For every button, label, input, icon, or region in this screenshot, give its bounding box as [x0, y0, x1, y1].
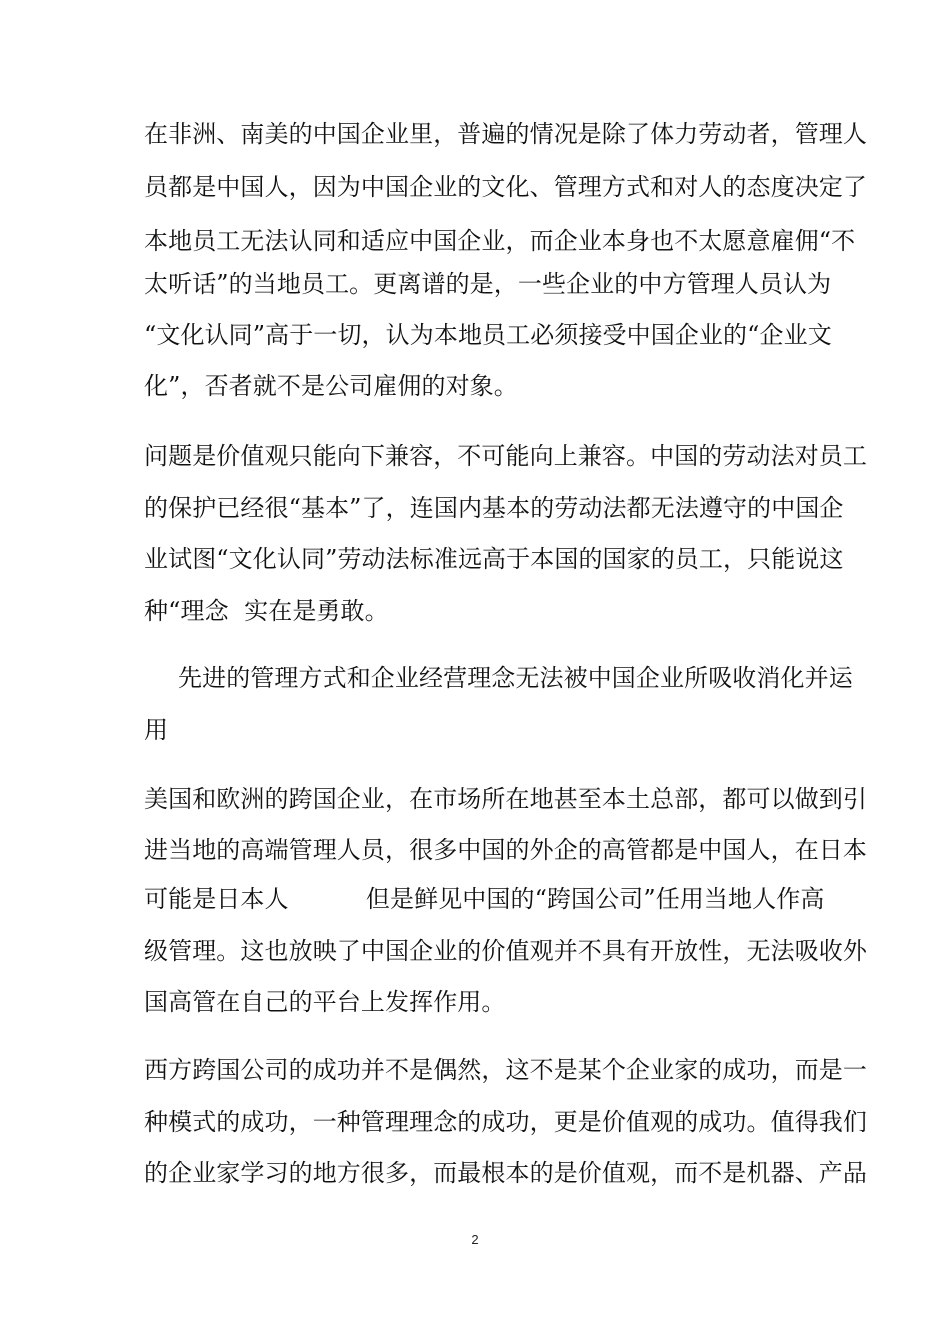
paragraph-4-line-2: 种模式的成功，一种管理理念的成功，更是价值观的成功。值得我们	[144, 1108, 867, 1136]
paragraph-3-line-2: 进当地的高端管理人员，很多中国的外企的高管都是中国人，在日本	[144, 836, 867, 864]
paragraph-1-line-3: 本地员工无法认同和适应中国企业，而企业本身也不太愿意雇佣“不	[144, 227, 856, 255]
paragraph-2-line-3: 业试图“文化认同”劳动法标准远高于本国的国家的员工，只能说这	[144, 545, 844, 573]
paragraph-1-line-6: 化”，否者就不是公司雇佣的对象。	[144, 372, 518, 400]
paragraph-1-line-1: 在非洲、南美的中国企业里，普遍的情况是除了体力劳动者，管理人	[144, 120, 867, 148]
paragraph-3-line-3: 可能是日本人 但是鲜见中国的“跨国公司”任用当地人作高	[144, 885, 825, 913]
heading-line-1: 先进的管理方式和企业经营理念无法被中国企业所吸收消化并运	[178, 664, 853, 692]
paragraph-2-line-1: 问题是价值观只能向下兼容，不可能向上兼容。中国的劳动法对员工	[144, 442, 867, 470]
paragraph-1-line-2: 员都是中国人，因为中国企业的文化、管理方式和对人的态度决定了	[144, 173, 867, 201]
paragraph-3-line-4: 级管理。这也放映了中国企业的价值观并不具有开放性，无法吸收外	[144, 937, 867, 965]
heading-line-2: 用	[144, 716, 169, 744]
paragraph-3-line-1: 美国和欧洲的跨国企业，在市场所在地甚至本土总部，都可以做到引	[144, 785, 867, 813]
paragraph-2-line-2: 的保护已经很“基本”了，连国内基本的劳动法都无法遵守的中国企	[144, 494, 844, 522]
paragraph-2-line-4: 种“理念 实在是勇敢。	[144, 597, 389, 625]
paragraph-3-line-5: 国高管在自己的平台上发挥作用。	[144, 988, 506, 1016]
page-number: 2	[471, 1232, 479, 1247]
paragraph-4-line-1: 西方跨国公司的成功并不是偶然，这不是某个企业家的成功，而是一	[144, 1056, 867, 1084]
paragraph-1-line-4: 太听话”的当地员工。更离谱的是，一些企业的中方管理人员认为	[144, 270, 832, 298]
paragraph-1-line-5: “文化认同”高于一切，认为本地员工必须接受中国企业的“企业文	[144, 321, 832, 349]
paragraph-4-line-3: 的企业家学习的地方很多，而最根本的是价值观，而不是机器、产品	[144, 1159, 867, 1187]
